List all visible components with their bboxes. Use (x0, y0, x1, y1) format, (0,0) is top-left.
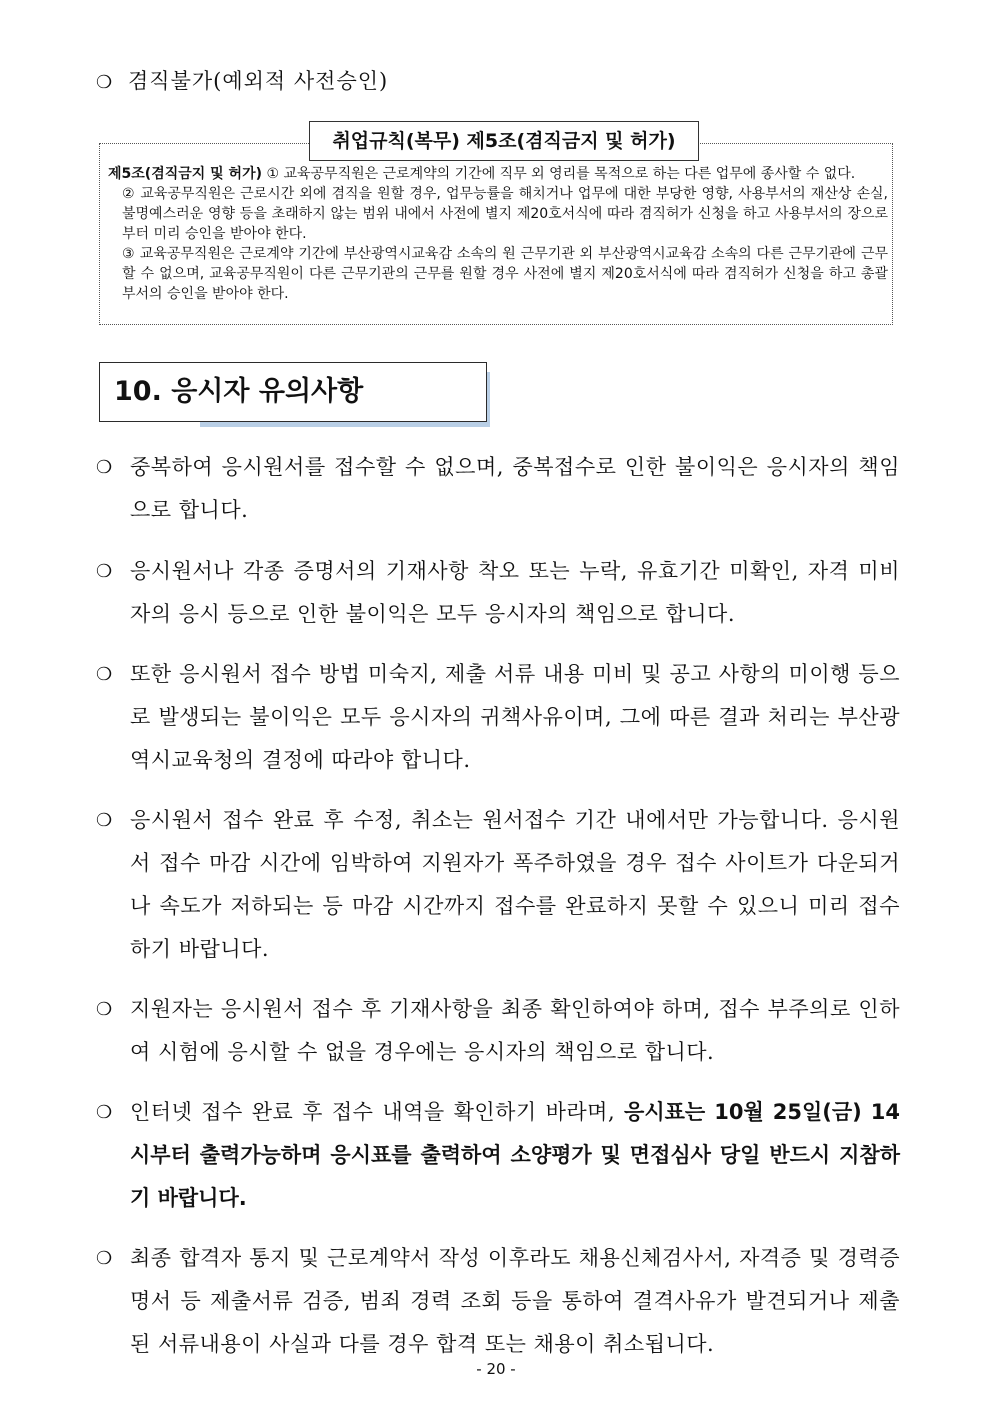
notice-item (96, 1091, 900, 1220)
notice-item (96, 799, 900, 971)
regulation-p1-text: ① 교육공무직원은 근로계약의 기간에 직무 외 영리를 목적으로 하는 다른 업무에 종사할 수 없다. (262, 166, 856, 182)
page-number: - 20 - (476, 1360, 516, 1378)
bullet-icon: ❍ (96, 72, 114, 93)
notice-item-text (130, 1091, 900, 1220)
notice-item-text: 최종 합격자 통지 및 근로계약서 작성 이후라도 채용신체검사서, 자격증 및 경력증명서 등 제출서류 검증, 범죄 경력 조회 등을 통하여 결격사유가 발견되거나 제출된 서류내용이 사실과 다를 경우 합격 또는 채용이 취소됩니다. (130, 1246, 900, 1356)
regulation-paragraph-1 (108, 164, 888, 184)
notice-item-text: 지원자는 응시원서 접수 후 기재사항을 최종 확인하여야 하며, 접수 부주의로 인하여 시험에 응시할 수 없을 경우에는 응시자의 책임으로 합니다. (130, 997, 900, 1064)
regulation-title: 취업규칙(복무) 제5조(겸직금지 및 허가) (309, 121, 699, 161)
bullet-icon: ❍ (96, 1248, 113, 1269)
notice-item (96, 446, 900, 532)
notice-item (96, 1237, 900, 1366)
bullet-icon: ❍ (96, 664, 113, 685)
notice-item-text: 중복하여 응시원서를 접수할 수 없으며, 중복접수로 인한 불이익은 응시자의 책임으로 합니다. (130, 455, 900, 522)
notice-item-text: 응시원서나 각종 증명서의 기재사항 착오 또는 누락, 유효기간 미확인, 자격 미비자의 응시 등으로 인한 불이익은 모두 응시자의 책임으로 합니다. (130, 559, 900, 626)
bullet-icon: ❍ (96, 999, 113, 1020)
notice-item-text: 또한 응시원서 접수 방법 미숙지, 제출 서류 내용 미비 및 공고 사항의 미이행 등으로 발생되는 불이익은 모두 응시자의 귀책사유이며, 그에 따른 결과 처리는 부산광역시교육청의 결정에 따라야 합니다. (130, 662, 900, 772)
regulation-lead: 제5조(겸직금지 및 허가) (108, 166, 263, 182)
regulation-body (108, 164, 888, 304)
notice-item (96, 988, 900, 1074)
regulation-paragraph-2: ② 교육공무직원은 근로시간 외에 겸직을 원할 경우, 업무능률을 해치거나 업무에 대한 부당한 영향, 사용부서의 재산상 손실, 불명예스러운 영향 등을 초래하지 않는 범위 내에서 사전에 별지 제20호서식에 따라 겸직허가 신청을 하고 사용부서의 장으로부터 미리 승인을 받아야 한다. (122, 186, 888, 242)
bullet-icon: ❍ (96, 1102, 113, 1123)
notice-item (96, 653, 900, 782)
notice-item-emphasis: 응시표는 10월 25일(금) 14시부터 출력가능하며 응시표를 출력하여 소양평가 및 면접심사 당일 반드시 지참하기 바랍니다. (130, 1100, 900, 1210)
regulation-paragraph-3: ③ 교육공무직원은 근로계약 기간에 부산광역시교육감 소속의 원 근무기관 외 부산광역시교육감 소속의 다른 근무기관에 근무할 수 없으며, 교육공무직원이 다른 근무기관의 근무를 원할 경우 사전에 별지 제20호서식에 따라 겸직허가 신청을 하고 총괄부서의 승인을 받아야 한다. (122, 246, 888, 302)
section-heading: 10. 응시자 유의사항 (99, 362, 487, 422)
bullet-icon: ❍ (96, 561, 113, 582)
notice-item-plain: 인터넷 접수 완료 후 접수 내역을 확인하기 바라며, (130, 1100, 625, 1124)
exception-note (96, 60, 388, 104)
notice-item (96, 550, 900, 636)
bullet-icon: ❍ (96, 810, 113, 831)
notice-item-text: 응시원서 접수 완료 후 수정, 취소는 원서접수 기간 내에서만 가능합니다. 응시원서 접수 마감 시간에 임박하여 지원자가 폭주하였을 경우 접수 사이트가 다운되거나 속도가 저하되는 등 마감 시간까지 접수를 완료하지 못할 수 있으니 미리 접수하기 바랍니다. (130, 808, 900, 961)
bullet-icon: ❍ (96, 457, 113, 478)
exception-note-text: 겸직불가(예외적 사전승인) (128, 69, 389, 93)
